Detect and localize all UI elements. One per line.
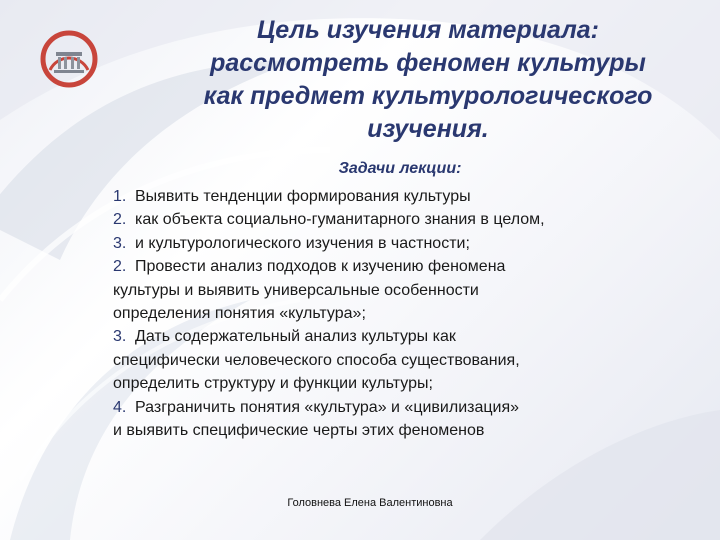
author-footer: Головнева Елена Валентиновна — [287, 497, 453, 509]
item-number: 2. — [113, 258, 127, 276]
item-number: 2. — [113, 211, 127, 229]
slide-title — [150, 14, 706, 146]
list-item — [113, 349, 693, 372]
tasks-list — [113, 185, 693, 442]
item-number: 3. — [113, 328, 127, 346]
item-text: как объекта социально-гуманитарного знания в целом, — [135, 211, 545, 229]
list-item — [113, 372, 693, 395]
title-line: Цель изучения материала: — [256, 16, 599, 44]
list-item — [113, 208, 693, 231]
list-item — [113, 396, 693, 419]
item-number: 4. — [113, 398, 127, 416]
title-line: рассмотреть феномен культуры — [210, 49, 646, 77]
item-text: специфически человеческого способа существования, — [113, 351, 520, 369]
item-text: Дать содержательный анализ культуры как — [135, 328, 456, 346]
item-text: культуры и выявить универсальные особенности — [113, 281, 479, 299]
list-item — [113, 255, 693, 278]
title-line: изучения. — [367, 115, 489, 143]
item-number: 3. — [113, 234, 127, 252]
list-item — [113, 325, 693, 348]
item-number: 1. — [113, 188, 127, 205]
list-item — [113, 419, 693, 442]
list-item — [113, 302, 693, 325]
item-text: и культурологического изучения в частности; — [135, 234, 470, 252]
item-text: Провести анализ подходов к изучению феномена — [135, 258, 506, 276]
university-logo-icon — [40, 30, 98, 88]
item-text: Выявить тенденции формирования культуры — [135, 188, 471, 205]
list-item — [113, 279, 693, 302]
title-line: как предмет культурологического — [203, 82, 653, 110]
lecture-tasks-heading: Задачи лекции: — [338, 160, 462, 177]
item-text: определения понятия «культура»; — [113, 305, 366, 323]
item-text: и выявить специфические черты этих феноменов — [113, 422, 485, 440]
list-item — [113, 232, 693, 255]
item-text: определить структуру и функции культуры; — [113, 375, 433, 393]
list-item — [113, 185, 693, 208]
item-text: Разграничить понятия «культура» и «цивилизация» — [135, 398, 520, 416]
